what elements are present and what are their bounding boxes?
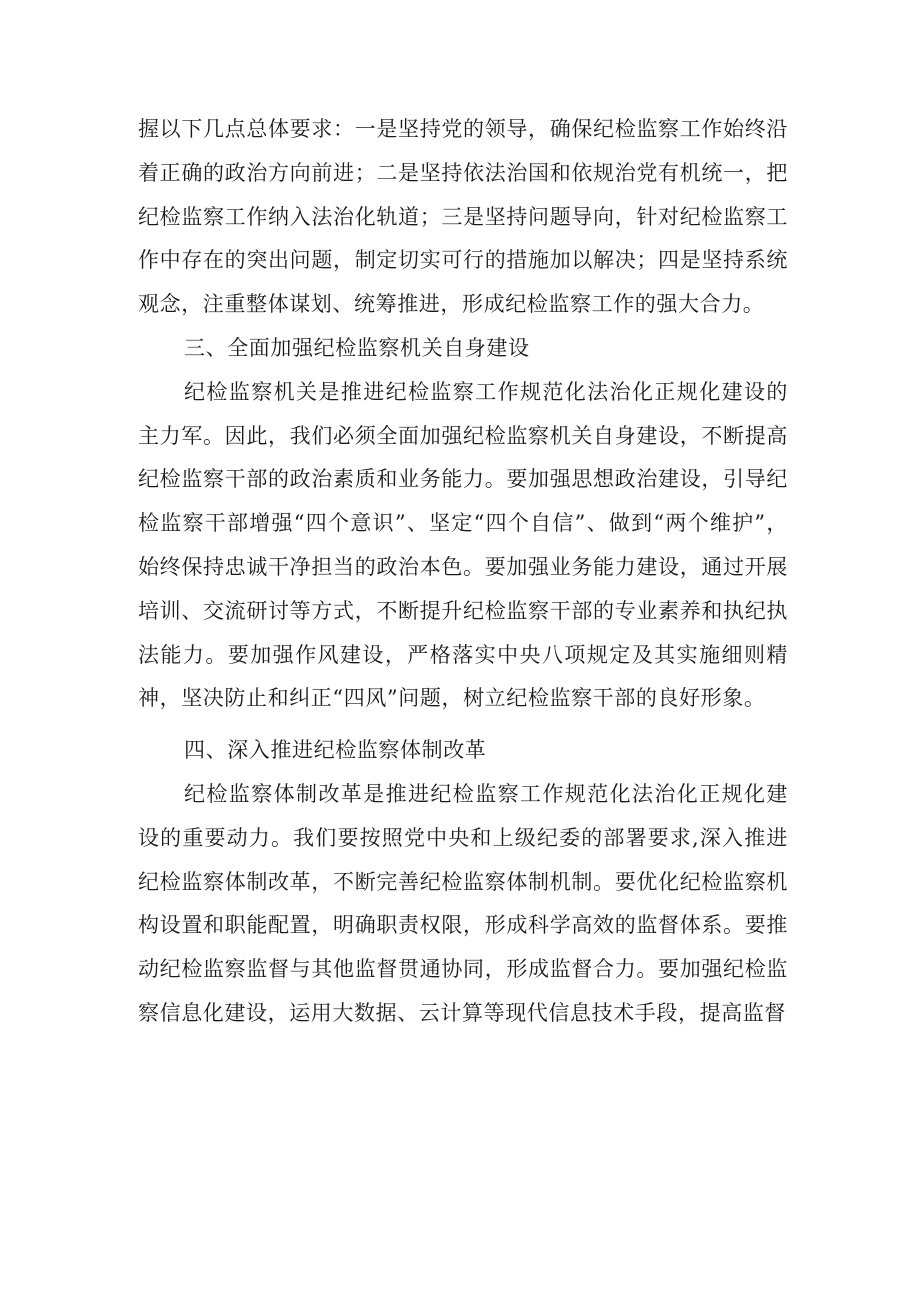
continued-paragraph: 握以下几点总体要求：一是坚持党的领导，确保纪检监察工作始终沿着正确的政治方向前进；二是坚持依法治国和依规治党有机统一，把纪检监察工作纳入法治化轨道；三是坚持问题导向，针对纪检监察工作中存在的突出问题，制定切实可行的措施加以解决；四是坚持系统观念，注重整体谋划、统筹推进，形成纪检监察工作的强大合力。 (138, 117, 788, 317)
document-body (138, 108, 788, 1036)
section-3-heading: 三、全面加强纪检监察机关自身建设 (184, 335, 530, 360)
section-4-heading: 四、深入推进纪检监察体制改革 (184, 738, 487, 763)
section-3-paragraph: 纪检监察机关是推进纪检监察工作规范化法治化正规化建设的主力军。因此，我们必须全面加强纪检监察机关自身建设，不断提高纪检监察干部的政治素质和业务能力。要加强思想政治建设，引导纪检监察干部增强“四个意识”、坚定“四个自信”、做到“两个维护”，始终保持忠诚干净担当的政治本色。要加强业务能力建设，通过开展培训、交流研讨等方式，不断提升纪检监察干部的专业素养和执纪执法能力。要加强作风建设，严格落实中央八项规定及其实施细则精神，坚决防止和纠正“四风”问题，树立纪检监察干部的良好形象。 (138, 379, 788, 711)
section-4-paragraph: 纪检监察体制改革是推进纪检监察工作规范化法治化正规化建设的重要动力。我们要按照党中央和上级纪委的部署要求,深入推进纪检监察体制改革，不断完善纪检监察体制机制。要优化纪检监察机构设置和职能配置，明确职责权限，形成科学高效的监督体系。要推动纪检监察监督与其他监督贯通协同，形成监督合力。要加强纪检监察信息化建设，运用大数据、云计算等现代信息技术手段，提高监督 (138, 781, 788, 1025)
section-spacer (138, 721, 788, 729)
